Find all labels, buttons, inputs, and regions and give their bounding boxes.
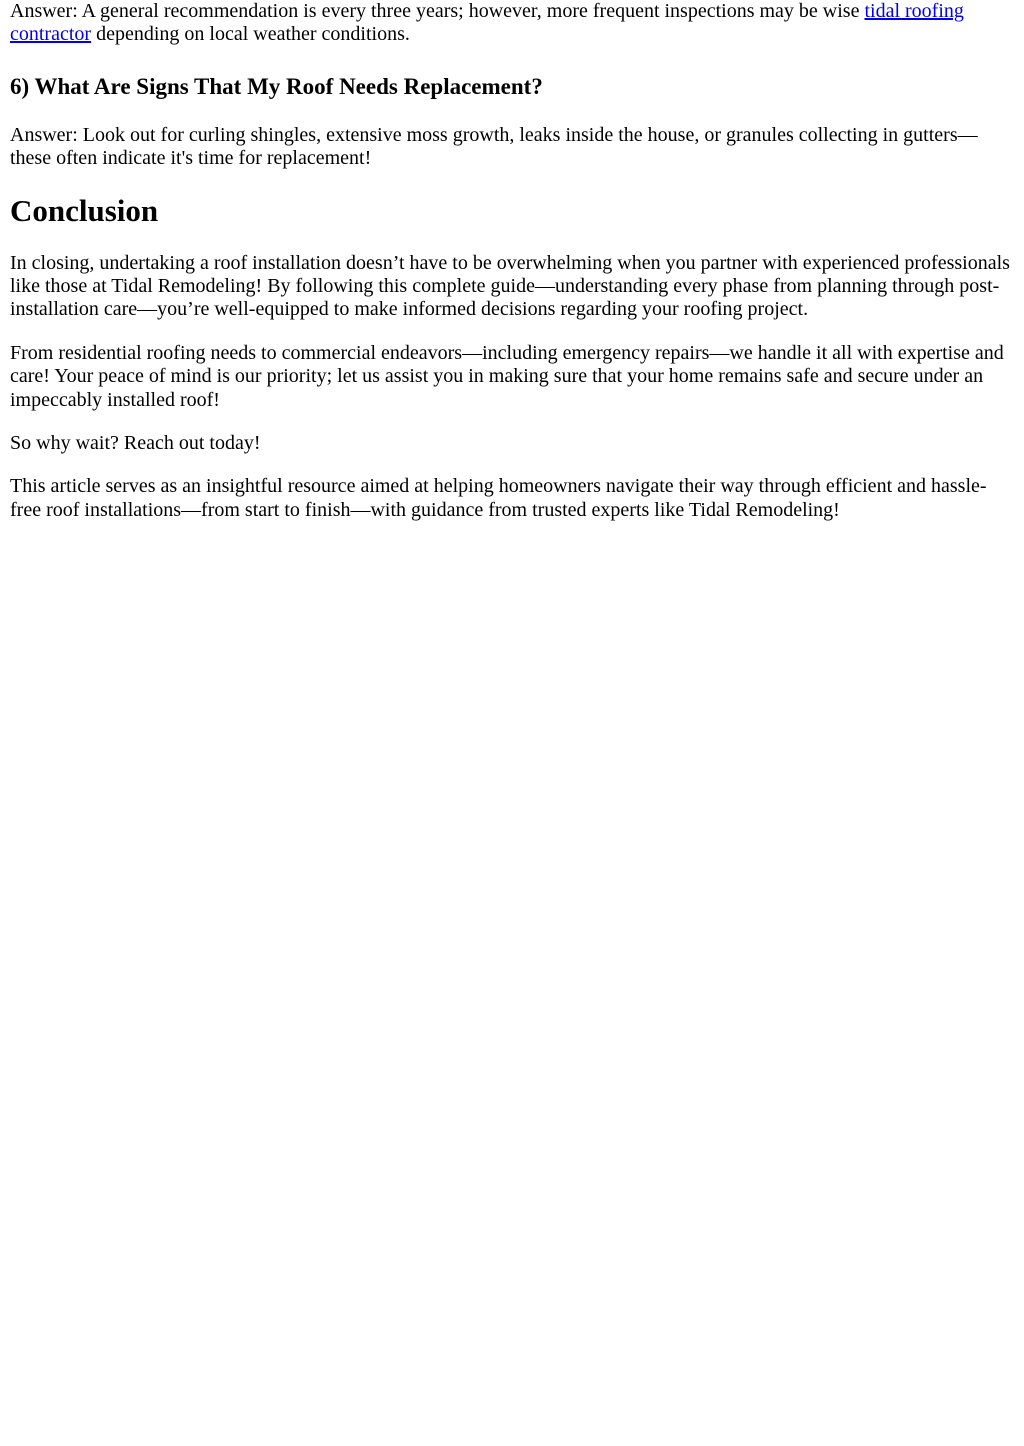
conclusion-paragraph: This article serves as an insightful resource aimed at helping homeowners navigate their way through efficient and hassle-free roof installations—from start to finish—with guidance from trusted experts like Tidal Remodeling! [10,475,987,521]
conclusion-paragraph: In closing, undertaking a roof installation doesn’t have to be overwhelming when you partner with experienced professionals like those at Tidal Remodeling! By following this complete guide—understanding every phase from planning through post-installation care—you’re well-equipped to make informed decisions regarding your roofing project. [10,251,1010,321]
conclusion-heading: Conclusion [10,192,159,228]
faq5-answer-text-before: Answer: A general recommendation is every three years; however, more frequent inspections may be wise [10,0,865,22]
conclusion-paragraph: So why wait? Reach out today! [10,432,261,455]
conclusion-paragraph: From residential roofing needs to commercial endeavors—including emergency repairs—we handle it all with expertise and care! Your peace of mind is our priority; let us assist you in making sure that your home remains safe and secure under an impeccably installed roof! [10,341,1004,411]
article-body [0,0,1024,522]
faq6-heading: 6) What Are Signs That My Roof Needs Replacement? [10,73,543,99]
faq5-answer-text-after: depending on local weather conditions. [91,23,410,46]
tidal-roofing-contractor-link[interactable]: tidal roofing contractor [10,0,964,46]
faq6-answer: Answer: Look out for curling shingles, extensive moss growth, leaks inside the house, or granules collecting in gutters—these often indicate it's time for replacement! [10,123,978,170]
faq5-answer [10,0,1014,47]
